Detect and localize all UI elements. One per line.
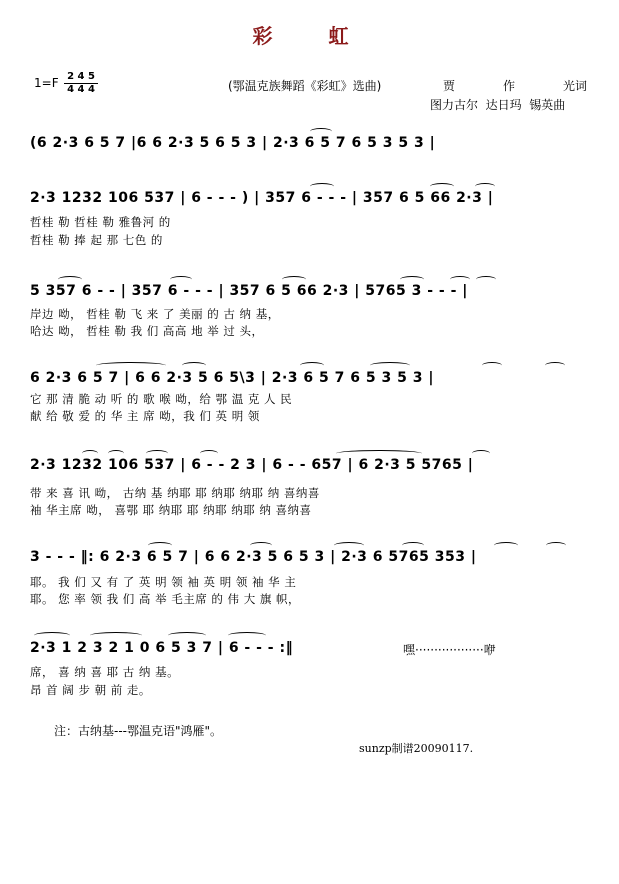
lyrics-row-5b: 袖 华主席 呦， 喜鄂 耶 纳耶 耶 纳耶 纳耶 纳 喜纳喜: [30, 503, 312, 517]
notation-row-3: 5 357 6 - - | 357 6 - - - | 357 6 5 66 2·3 | 5765 3 - - - |: [30, 283, 468, 299]
ending-text: 嘿··················咿: [403, 643, 496, 657]
tie-arc: [476, 276, 496, 283]
notation-row-1: (6 2·3 6 5 7 |6 6 2·3 5 6 5 3 | 2·3 6 5 7 6 5 3 5 3 |: [30, 135, 436, 151]
tie-arc: [108, 450, 124, 457]
footnote: 注：古纳基---鄂温克语"鸿雁"。: [54, 724, 223, 738]
notation-row-2: 2·3 1232 106 537 | 6 - - - ) | 357 6 - - - | 357 6 5 66 2·3 |: [30, 190, 494, 206]
tie-arc: [146, 450, 168, 457]
tie-arc: [34, 632, 70, 639]
tie-arc: [90, 632, 142, 639]
tie-arc: [300, 362, 324, 369]
tie-arc: [482, 362, 502, 369]
tie-arc: [310, 128, 332, 135]
tie-arc: [494, 542, 518, 549]
notation-row-4: 6 2·3 6 5 7 | 6 6 2·3 5 6 5\3 | 2·3 6 5 7 6 5 3 5 3 |: [30, 370, 434, 386]
signature: sunzp制谱20090117.: [359, 742, 474, 755]
tie-arc: [430, 183, 454, 190]
tie-arc: [228, 632, 266, 639]
notation-row-7: 2·3 1 2 3 2 1 0 6 5 3 7 | 6 - - - :‖: [30, 640, 294, 656]
time-signature: [64, 72, 98, 95]
lyricist-credit: 贾 作 光词: [443, 79, 588, 93]
tie-arc: [282, 276, 306, 283]
notation-row-6: 3 - - - ‖: 6 2·3 6 5 7 | 6 6 2·3 5 6 5 3 | 2·3 6 5765 353 |: [30, 549, 477, 565]
key-signature: 1=F: [34, 76, 59, 90]
tie-arc: [475, 183, 495, 190]
tie-arc: [148, 542, 172, 549]
lyrics-row-7b: 昂 首 阔 步 朝 前 走。: [30, 683, 151, 697]
tie-arc: [546, 542, 566, 549]
tie-arc: [545, 362, 565, 369]
lyrics-row-7a: 席， 喜 纳 喜 耶 古 纳 基。: [30, 665, 180, 679]
tie-arc: [82, 450, 98, 457]
lyrics-row-4a: 它 那 清 脆 动 听 的 歌 喉 呦，给 鄂 温 克 人 民: [30, 392, 293, 406]
lyrics-row-6a: 耶。 我 们 又 有 了 英 明 领 袖 英 明 领 袖 华 主: [30, 575, 297, 589]
time-signature-bottom: 4 4 4: [67, 84, 95, 95]
lyrics-row-2b: 哲桂 勒 捧 起 那 七色 的: [30, 233, 163, 247]
tie-arc: [168, 632, 206, 639]
lyrics-row-3b: 哈达 呦， 哲桂 勒 我 们 高高 地 举 过 头，: [30, 324, 264, 338]
lyrics-row-2a: 哲桂 勒 哲桂 勒 雅鲁河 的: [30, 215, 171, 229]
tie-arc: [370, 362, 410, 369]
lyrics-row-3a: 岸边 呦， 哲桂 勒 飞 来 了 美丽 的 古 纳 基，: [30, 307, 280, 321]
tie-arc: [310, 183, 334, 190]
tie-arc: [182, 362, 206, 369]
lyrics-row-6b: 耶。 您 率 领 我 们 高 举 毛主席 的 伟 大 旗 帜，: [30, 592, 301, 606]
tie-arc: [250, 542, 272, 549]
tie-arc: [336, 450, 422, 457]
tie-arc: [96, 362, 166, 369]
tie-arc: [450, 276, 470, 283]
tie-arc: [334, 542, 364, 549]
lyrics-row-4b: 献 给 敬 爱 的 华 主 席 呦，我 们 英 明 领: [30, 409, 260, 423]
tie-arc: [402, 542, 424, 549]
composer-credit: 图力古尔 达日玛 锡英曲: [430, 98, 566, 112]
tie-arc: [200, 450, 218, 457]
lyrics-row-5a: 带 来 喜 讯 呦， 古纳 基 纳耶 耶 纳耶 纳耶 纳 喜纳喜: [30, 486, 320, 500]
notation-row-5: 2·3 1232 106 537 | 6 - - 2 3 | 6 - - 657 | 6 2·3 5 5765 |: [30, 457, 474, 473]
song-title: 彩 虹: [252, 24, 367, 48]
tie-arc: [472, 450, 490, 457]
subtitle: (鄂温克族舞蹈《彩虹》选曲): [228, 79, 382, 93]
tie-arc: [170, 276, 192, 283]
time-signature-top: 2 4 5: [67, 71, 95, 82]
tie-arc: [400, 276, 424, 283]
tie-arc: [58, 276, 82, 283]
